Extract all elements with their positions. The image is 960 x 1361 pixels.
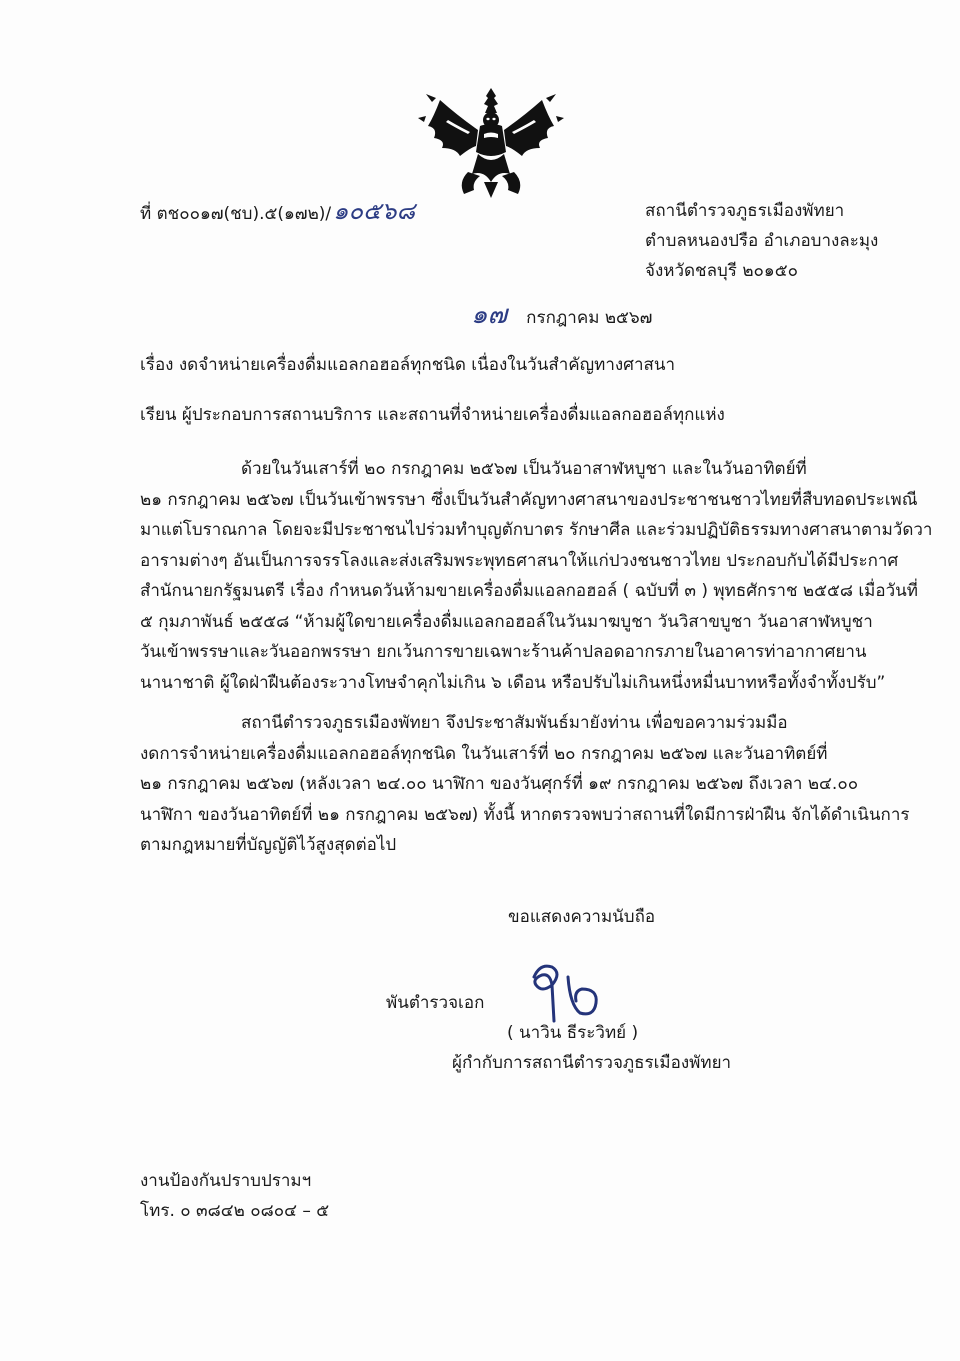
office-address — [645, 196, 878, 286]
paragraph-line: ๒๑ กรกฎาคม ๒๕๖๗ (หลังเวลา ๒๔.๐๐ นาฬิกา ของวันศุกร์ที่ ๑๙ กรกฎาคม ๒๕๖๗ ถึงเวลา ๒๔.๐๐ — [140, 774, 859, 794]
paragraph-line: ๒๑ กรกฎาคม ๒๕๖๗ เป็นวันเข้าพรรษา ซึ่งเป็นวันสำคัญทางศาสนาของประชาชนชาวไทยที่สืบทอดประเพณี — [140, 489, 918, 510]
paragraph-line: วันเข้าพรรษาและวันออกพรรษา ยกเว้นการขายเฉพาะร้านค้าปลอดอากรภายในอาคารท่าอากาศยาน — [140, 642, 867, 662]
office-district: ตำบลหนองปรือ อำเภอบางละมุง — [645, 231, 879, 251]
subject-line: เรื่อง งดจำหน่ายเครื่องดื่มแอลกอฮอล์ทุกชนิด เนื่องในวันสำคัญทางศาสนา — [140, 355, 676, 375]
footer-department: งานป้องกันปราบปรามฯ — [140, 1171, 312, 1191]
paragraph-line: นานาชาติ ผู้ใดฝ่าฝืนต้องระวางโทษจำคุกไม่เกิน ๖ เดือน หรือปรับไม่เกินหนึ่งหมื่นบาทหรือทั้งจำทั้งปรับ” — [140, 672, 886, 693]
body-paragraph-2 — [140, 708, 910, 861]
date-month-year: กรกฎาคม ๒๕๖๗ — [526, 308, 653, 328]
body-paragraph-1 — [140, 454, 932, 698]
paragraph-line: นาฬิกา ของวันอาทิตย์ที่ ๒๑ กรกฎาคม ๒๕๖๗) ทั้งนี้ หากตรวจพบว่าสถานที่ใดมีการฝ่าฝืน จักได้ดำเนินการ — [140, 804, 910, 825]
signatory-name: ( นาวิน ธีระวิทย์ ) — [507, 1023, 639, 1043]
paragraph-line: งดการจำหน่ายเครื่องดื่มแอลกอฮอล์ทุกชนิด ในวันเสาร์ที่ ๒๐ กรกฎาคม ๒๕๖๗ และวันอาทิตย์ที่ — [140, 743, 828, 764]
paragraph-line: อารามต่างๆ อันเป็นการจรรโลงและส่งเสริมพระพุทธศาสนาให้แก่ปวงชนชาวไทย ประกอบกับได้มีประกาศ — [140, 550, 899, 571]
paragraph-line: ตามกฎหมายที่บัญญัติไว้สูงสุดต่อไป — [140, 835, 397, 855]
paragraph-line: มาแต่โบราณกาล โดยจะมีประชาชนไปร่วมทำบุญตักบาตร รักษาศีล และร่วมปฏิบัติธรรมทางศาสนาตามวัดวา — [140, 520, 933, 540]
reference-prefix: ที่ ตช๐๐๑๗(ชบ).๕(๑๗๒)/ — [140, 204, 332, 224]
garuda-emblem-icon — [418, 86, 564, 198]
signatory-position: ผู้กำกับการสถานีตำรวจภูธรเมืองพัทยา — [452, 1053, 732, 1073]
handwritten-signature-icon — [512, 955, 608, 1025]
signatory-rank: พันตำรวจเอก — [386, 993, 485, 1013]
footer-phone: โทร. ๐ ๓๘๔๒ ๐๘๐๔ – ๕ — [140, 1201, 330, 1221]
paragraph-line: ๕ กุมภาพันธ์ ๒๕๕๘ “ห้ามผู้ใดขายเครื่องดื่มแอลกอฮอล์ในวันมาฆบูชา วันวิสาขบูชา วันอาสาฬหบูชา — [140, 611, 873, 632]
handwritten-reference-number: ๑๐๕๖๘ — [333, 197, 415, 225]
reference-line — [140, 196, 415, 229]
office-name: สถานีตำรวจภูธรเมืองพัทยา — [645, 201, 845, 221]
paragraph-line: ด้วยในวันเสาร์ที่ ๒๐ กรกฎาคม ๒๕๖๗ เป็นวันอาสาฬหบูชา และในวันอาทิตย์ที่ — [241, 459, 807, 479]
office-province: จังหวัดชลบุรี ๒๐๑๕๐ — [645, 261, 798, 281]
handwritten-date-day: ๑๗ — [471, 300, 508, 330]
recipient-line: เรียน ผู้ประกอบการสถานบริการ และสถานที่จำหน่ายเครื่องดื่มแอลกอฮอล์ทุกแห่ง — [140, 405, 725, 425]
document-date — [471, 300, 652, 333]
paragraph-line: สถานีตำรวจภูธรเมืองพัทยา จึงประชาสัมพันธ์มายังท่าน เพื่อขอความร่วมมือ — [241, 713, 788, 733]
closing-salutation: ขอแสดงความนับถือ — [508, 907, 656, 927]
paragraph-line: สำนักนายกรัฐมนตรี เรื่อง กำหนดวันห้ามขายเครื่องดื่มแอลกอฮอล์ ( ฉบับที่ ๓ ) พุทธศักราช ๒๕๕๘ เมื่อวันที่ — [140, 581, 918, 601]
